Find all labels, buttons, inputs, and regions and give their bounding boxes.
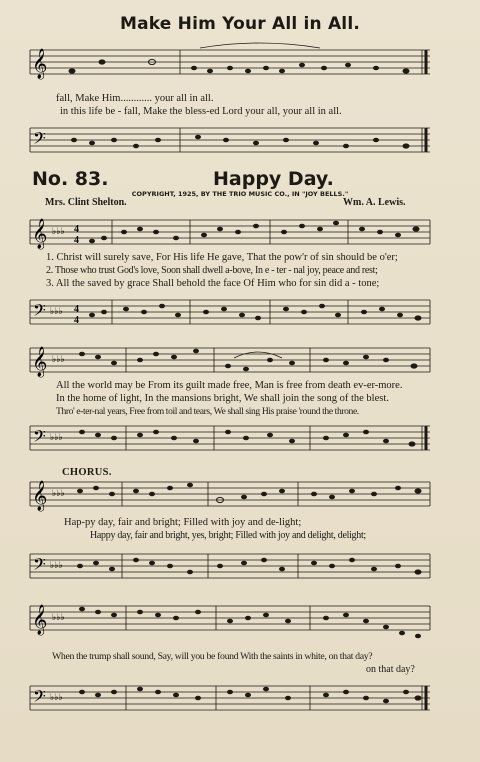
system2-verse1: All the world may be From its guilt made free, Man is free from death ev-er-more. xyxy=(56,380,403,391)
svg-text:𝄞: 𝄞 xyxy=(32,347,48,377)
top-bass-staff xyxy=(30,122,432,162)
top-treble-staff xyxy=(30,44,432,84)
system3-treble-staff xyxy=(30,474,432,514)
hymn-title-top: Make Him Your All in All. xyxy=(119,14,361,34)
top-lyric-line-2: in this life be - fall, Make the bless-ed Lord your all, your all in all. xyxy=(60,106,342,117)
svg-text:𝄢: 𝄢 xyxy=(33,300,46,324)
svg-text:𝄞: 𝄞 xyxy=(32,605,48,635)
system3-bass-staff xyxy=(30,546,432,586)
svg-text:4: 4 xyxy=(74,304,79,315)
system1-verse3: 3. All the saved by grace Shall behold the face Of Him who for sin did a - tone; xyxy=(46,278,380,289)
svg-text:♭♭♭: ♭♭♭ xyxy=(52,613,65,623)
chorus-echo: on that day? xyxy=(366,664,415,675)
system1-bass-staff xyxy=(30,294,432,334)
top-lyric-line-1: fall, Make Him............ your all in all. xyxy=(56,93,214,104)
hymn-title: Happy Day. xyxy=(213,168,334,190)
svg-text:♭♭♭: ♭♭♭ xyxy=(50,561,63,571)
chorus-label: CHORUS. xyxy=(62,467,112,478)
svg-text:♭♭♭: ♭♭♭ xyxy=(50,307,63,317)
svg-text:♭♭♭: ♭♭♭ xyxy=(52,489,65,499)
hymn-number: No. 83. xyxy=(32,168,109,190)
svg-text:♭♭♭: ♭♭♭ xyxy=(50,693,63,703)
svg-text:𝄢: 𝄢 xyxy=(33,128,46,152)
copyright-line: COPYRIGHT, 1925, BY THE TRIO MUSIC CO., IN "JOY BELLS." xyxy=(131,190,349,198)
svg-text:♭♭♭: ♭♭♭ xyxy=(50,433,63,443)
svg-text:4: 4 xyxy=(74,235,79,246)
system2-verse3: Thro' e-ter-nal years, Free from toil and tears, We shall sing His praise 'round the throne. xyxy=(56,406,359,417)
svg-text:𝄢: 𝄢 xyxy=(33,686,46,710)
chorus-line-2: Happy day, fair and bright, yes, bright; Filled with joy and delight, delight; xyxy=(90,530,366,541)
chorus-line-1: Hap-py day, fair and bright; Filled with joy and de-light; xyxy=(64,517,302,528)
system1-verse2: 2. Those who trust God's love, Soon shall dwell a-bove, In e - ter - nal joy, peace and rest; xyxy=(46,265,378,276)
composer: Wm. A. Lewis. xyxy=(343,197,406,208)
system2-verse2: In the home of light, In the mansions bright, We shall join the song of the blest. xyxy=(56,393,389,404)
system1-verse1: 1. Christ will surely save, For His life He gave, That the pow'r of sin should be o'er; xyxy=(46,252,398,263)
system4-bass-staff xyxy=(30,678,432,718)
svg-text:𝄞: 𝄞 xyxy=(32,219,48,249)
system1-treble-staff xyxy=(30,212,432,252)
svg-text:𝄢: 𝄢 xyxy=(33,554,46,578)
svg-text:𝄞: 𝄞 xyxy=(32,49,48,79)
svg-text:𝄢: 𝄢 xyxy=(33,426,46,450)
svg-text:4: 4 xyxy=(74,315,79,326)
lyricist: Mrs. Clint Shelton. xyxy=(45,197,127,208)
svg-text:𝄞: 𝄞 xyxy=(32,481,48,511)
system2-bass-staff xyxy=(30,420,432,460)
svg-text:♭♭♭: ♭♭♭ xyxy=(52,227,65,237)
svg-text:♭♭♭: ♭♭♭ xyxy=(52,355,65,365)
chorus-line-3: When the trump shall sound, Say, will you be found With the saints in white, on that day? xyxy=(52,651,373,662)
svg-text:4: 4 xyxy=(74,224,79,235)
system2-treble-staff xyxy=(30,340,432,380)
system4-treble-staff xyxy=(30,598,432,638)
